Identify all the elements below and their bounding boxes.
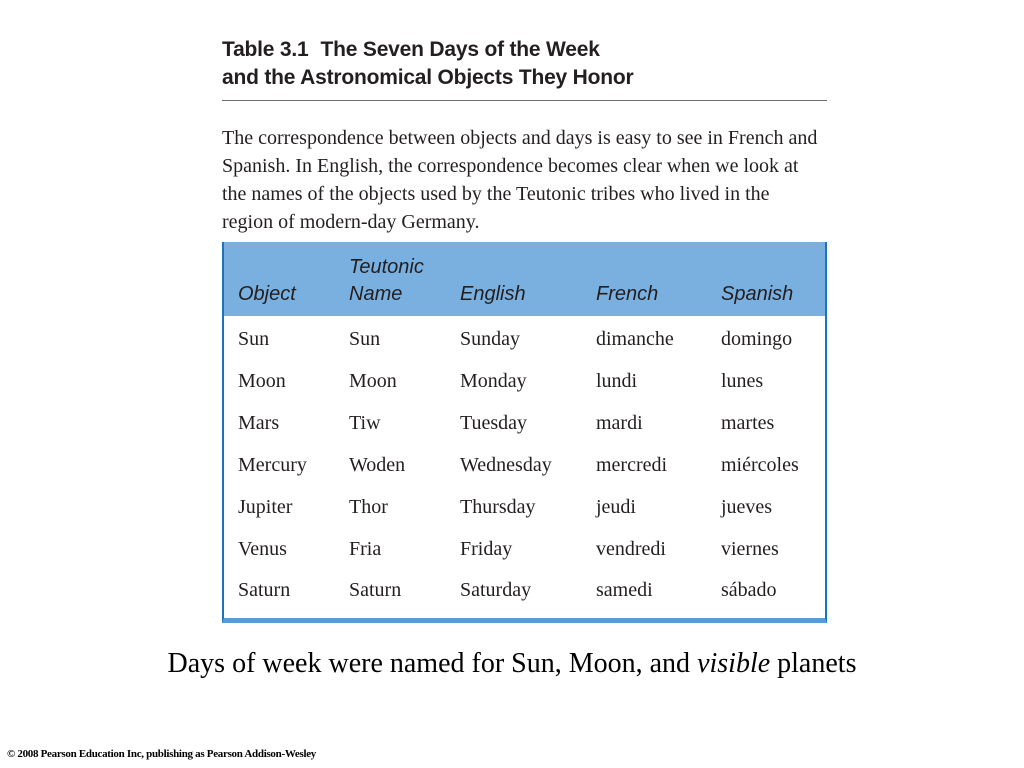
- header-teutonic-name: [335, 242, 446, 316]
- cell-object: Mars: [238, 411, 280, 434]
- cell-spanish: jueves: [721, 495, 773, 518]
- cell-spanish: martes: [721, 411, 775, 434]
- table-row: [224, 402, 825, 444]
- copyright-notice: © 2008 Pearson Education Inc, publishing as Pearson Addison-Wesley: [7, 748, 317, 760]
- cell-english: Sunday: [460, 327, 520, 350]
- cell-french: vendredi: [596, 537, 666, 560]
- table-row: [224, 528, 825, 570]
- cell-english: Tuesday: [460, 411, 528, 434]
- cell-object: Sun: [238, 327, 270, 350]
- cell-english: Thursday: [460, 495, 536, 518]
- table-title: [222, 36, 827, 101]
- cell-object: Moon: [238, 369, 286, 392]
- cell-english: Monday: [460, 369, 527, 392]
- cell-spanish: viernes: [721, 537, 779, 560]
- table-title-line-1: [222, 36, 827, 64]
- body-text-emphasis: visible: [697, 648, 771, 679]
- body-text-end: planets: [770, 648, 857, 679]
- cell-teutonic: Thor: [349, 495, 388, 518]
- header-spanish: Spanish: [721, 283, 794, 305]
- cell-english: Saturday: [460, 578, 532, 601]
- cell-object: Jupiter: [238, 495, 293, 518]
- table-title-text-1: The Seven Days of the Week: [320, 38, 600, 61]
- table-row: [224, 316, 825, 360]
- cell-teutonic: Sun: [349, 327, 381, 350]
- body-text-start: Days of week were named for Sun, Moon, and: [167, 648, 698, 679]
- header-teutonic-line-2: Name: [349, 283, 403, 305]
- cell-english: Wednesday: [460, 453, 552, 476]
- cell-object: Venus: [238, 537, 287, 560]
- cell-english: Friday: [460, 537, 513, 560]
- table-figure: [222, 36, 827, 623]
- table-row: [224, 444, 825, 486]
- cell-french: jeudi: [596, 495, 636, 518]
- cell-french: lundi: [596, 369, 638, 392]
- header-english: English: [460, 283, 526, 305]
- cell-french: dimanche: [596, 327, 674, 350]
- cell-spanish: sábado: [721, 578, 777, 601]
- table-row: [224, 570, 825, 618]
- cell-teutonic: Tiw: [349, 411, 381, 434]
- header-object: Object: [238, 283, 296, 305]
- days-table: [224, 242, 825, 618]
- table-frame: [222, 242, 827, 623]
- table-title-line-2: and the Astronomical Objects They Honor: [222, 66, 634, 89]
- cell-french: mercredi: [596, 453, 668, 476]
- cell-teutonic: Woden: [349, 453, 406, 476]
- table-row: [224, 360, 825, 402]
- cell-teutonic: Fria: [349, 537, 382, 560]
- table-row: [224, 486, 825, 528]
- cell-spanish: miércoles: [721, 453, 799, 476]
- cell-teutonic: Saturn: [349, 578, 402, 601]
- cell-object: Saturn: [238, 578, 291, 601]
- header-teutonic-line-1: Teutonic: [349, 256, 424, 278]
- table-caption: The correspondence between objects and days is easy to see in French and Spanish. In English, the correspondence becomes clear when we look at the names of the objects used by the Teutonic tribes who lived in the region of modern-day Germany.: [222, 127, 818, 233]
- slide-body-text: [0, 648, 1024, 680]
- cell-spanish: lunes: [721, 369, 764, 392]
- cell-spanish: domingo: [721, 327, 793, 350]
- cell-object: Mercury: [238, 453, 307, 476]
- cell-french: mardi: [596, 411, 643, 434]
- table-header-row: [224, 242, 825, 316]
- table-number: Table 3.1: [222, 38, 309, 61]
- cell-teutonic: Moon: [349, 369, 397, 392]
- header-french: French: [596, 283, 659, 305]
- cell-french: samedi: [596, 578, 653, 601]
